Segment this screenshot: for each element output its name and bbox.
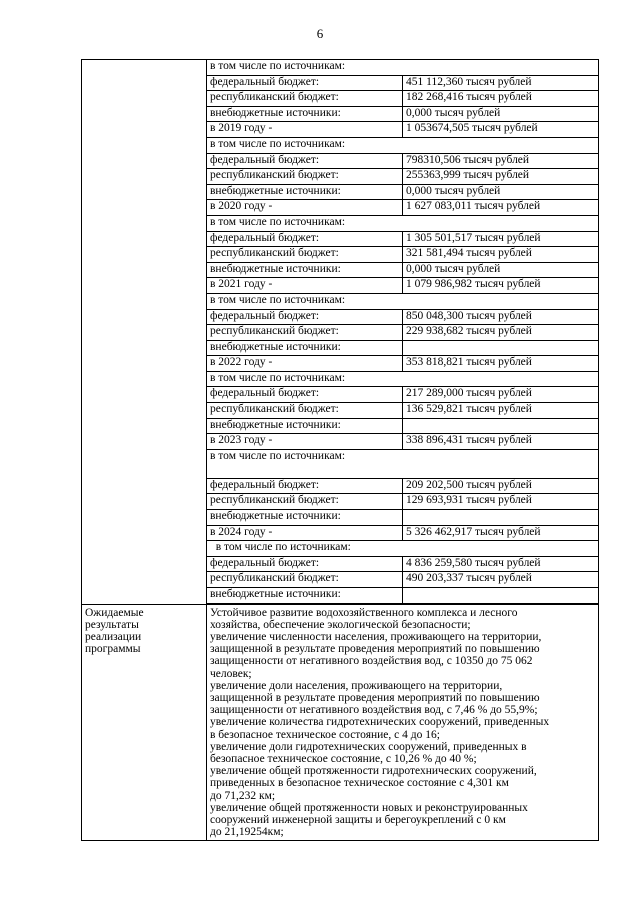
funding-source-label: республиканский бюджет: [207, 247, 403, 263]
funding-amount: 1 053674,505 тысяч рублей [403, 122, 599, 138]
results-text-line: приведенных в безопасное техническое состояние с 4,301 км [210, 777, 509, 790]
sources-subheader: в том числе по источникам: [207, 371, 598, 387]
sources-subheader: в том числе по источникам: [207, 137, 598, 153]
funding-amount [403, 340, 599, 356]
funding-amount: 338 896,431 тысяч рублей [403, 434, 599, 450]
results-label-cell [82, 604, 207, 841]
funding-source-label: внебюджетные источники: [207, 588, 403, 604]
program-passport-table [81, 59, 599, 841]
funding-source-label: республиканский бюджет: [207, 91, 403, 107]
funding-table-row [207, 478, 598, 494]
sources-subheader: в том числе по источникам: [207, 60, 598, 75]
results-label-line: результаты [85, 618, 139, 631]
funding-amount: 1 627 083,011 тысяч рублей [403, 200, 599, 216]
funding-table-row [207, 122, 598, 138]
results-text-line: увеличение численности населения, проживающего на территории, [210, 631, 542, 643]
funding-amount: 490 203,337 тысяч рублей [403, 572, 599, 588]
funding-amount: 798310,506 тысяч рублей [403, 153, 599, 169]
results-text-line: увеличение доли гидротехнических сооружений, приведенных в [210, 740, 527, 753]
funding-table-row [207, 588, 598, 604]
funding-source-label: в 2023 году - [207, 434, 403, 450]
funding-amount: 451 112,360 тысяч рублей [403, 75, 599, 91]
funding-amount: 353 818,821 тысяч рублей [403, 356, 599, 372]
funding-source-label: федеральный бюджет: [207, 231, 403, 247]
results-text-line: увеличение количества гидротехнических сооружений, приведенных [210, 716, 550, 729]
results-text-line: защищенной в результате проведения мероприятий по повышению [210, 643, 540, 656]
results-text-line: до 71,232 км; [210, 789, 276, 802]
funding-amount: 255363,999 тысяч рублей [403, 169, 599, 185]
funding-amount: 5 326 462,917 тысяч рублей [403, 525, 599, 541]
funding-table-row [207, 169, 598, 185]
sources-subheader: в том числе по источникам: [207, 215, 598, 231]
results-text-line: человек; [210, 667, 252, 680]
funding-source-label: федеральный бюджет: [207, 153, 403, 169]
page-number: 6 [316, 26, 324, 41]
funding-amount: 209 202,500 тысяч рублей [403, 478, 599, 494]
results-text-line: хозяйства, обеспечение экологической безопасности; [210, 618, 471, 631]
funding-table-row [207, 387, 598, 403]
funding-source-label: в 2019 году - [207, 122, 403, 138]
funding-source-label: федеральный бюджет: [207, 75, 403, 91]
funding-table-row [207, 184, 598, 200]
funding-amount: 4 836 259,580 тысяч рублей [403, 556, 599, 572]
funding-source-label: республиканский бюджет: [207, 325, 403, 341]
funding-label-cell [82, 60, 207, 605]
funding-source-label: республиканский бюджет: [207, 572, 403, 588]
results-text-line: Устойчивое развитие водохозяйственного комплекса и лесного [210, 606, 518, 619]
funding-amount: 129 693,931 тысяч рублей [403, 494, 599, 510]
funding-amount: 136 529,821 тысяч рублей [403, 403, 599, 419]
results-text-line: безопасное техническое состояние, с 10,26 % до 40 %; [210, 753, 477, 766]
funding-amount: 229 938,682 тысяч рублей [403, 325, 599, 341]
funding-source-label: внебюджетные источники: [207, 262, 403, 278]
funding-source-label: федеральный бюджет: [207, 387, 403, 403]
results-text-line: до 21,19254км; [210, 826, 284, 839]
funding-source-label: внебюджетные источники: [207, 340, 403, 356]
funding-source-label: в 2021 году - [207, 278, 403, 294]
results-text-line: сооружений инженерной защиты и берегоукреплений с 0 км [210, 814, 506, 827]
funding-table-row [207, 356, 598, 372]
funding-amount: 0,000 тысяч рублей [403, 106, 599, 122]
results-label-line: Ожидаемые [85, 606, 144, 619]
funding-amount: 0,000 тысяч рублей [403, 262, 599, 278]
funding-cell [207, 60, 599, 605]
funding-source-label: внебюджетные источники: [207, 184, 403, 200]
results-text-line: защищенности от негативного воздействия вод, с 7,46 % до 55,9%; [210, 704, 538, 717]
funding-table-row [207, 371, 598, 387]
funding-amount: 850 048,300 тысяч рублей [403, 309, 599, 325]
funding-source-label: в 2022 году - [207, 356, 403, 372]
funding-source-label: федеральный бюджет: [207, 556, 403, 572]
funding-table-row [207, 106, 598, 122]
funding-table-row [207, 262, 598, 278]
funding-source-label: внебюджетные источники: [207, 418, 403, 434]
funding-table-row [207, 309, 598, 325]
funding-amount: 217 289,000 тысяч рублей [403, 387, 599, 403]
results-text-line: увеличение общей протяженности гидротехнических сооружений, [210, 765, 537, 778]
results-row [82, 604, 599, 841]
funding-amount: 182 268,416 тысяч рублей [403, 91, 599, 107]
funding-table [207, 60, 598, 604]
funding-amount [403, 588, 599, 604]
funding-table-row [207, 200, 598, 216]
funding-row [82, 60, 599, 605]
results-cell [207, 604, 599, 841]
funding-source-label: федеральный бюджет: [207, 309, 403, 325]
results-label-line: реализации [85, 630, 142, 643]
funding-amount [403, 418, 599, 434]
funding-source-label: в 2020 году - [207, 200, 403, 216]
results-text-line: защищенной в результате проведения мероприятий по повышению [210, 692, 540, 705]
sources-subheader: в том числе по источникам: [207, 449, 598, 478]
funding-table-row [207, 434, 598, 450]
funding-table-row [207, 75, 598, 91]
results-text-line: в безопасное техническое состояние, с 4 до 16; [210, 728, 440, 741]
funding-amount: 1 079 986,982 тысяч рублей [403, 278, 599, 294]
funding-table-row [207, 556, 598, 572]
funding-amount: 0,000 тысяч рублей [403, 184, 599, 200]
funding-amount: 1 305 501,517 тысяч рублей [403, 231, 599, 247]
funding-table-row [207, 340, 598, 356]
results-text-line: защищенности от негативного воздействия вод, с 10350 до 75 062 [210, 655, 533, 668]
funding-table-row [207, 231, 598, 247]
funding-table-row [207, 278, 598, 294]
funding-source-label: федеральный бюджет: [207, 478, 403, 494]
funding-table-row [207, 418, 598, 434]
funding-table-row [207, 153, 598, 169]
funding-amount [403, 510, 599, 526]
funding-source-label: внебюджетные источники: [207, 510, 403, 526]
funding-source-label: республиканский бюджет: [207, 403, 403, 419]
sources-subheader: в том числе по источникам: [207, 541, 598, 557]
funding-table-row [207, 525, 598, 541]
funding-source-label: в 2024 году - [207, 525, 403, 541]
results-label-line: программы [85, 642, 141, 655]
funding-table-row [207, 449, 598, 478]
funding-table-row [207, 247, 598, 263]
funding-table-row [207, 60, 598, 75]
funding-table-row [207, 572, 598, 588]
funding-table-row [207, 494, 598, 510]
sources-subheader: в том числе по источникам: [207, 293, 598, 309]
funding-source-label: республиканский бюджет: [207, 169, 403, 185]
results-text-line: увеличение общей протяженности новых и реконструированных [210, 801, 528, 814]
funding-table-row [207, 325, 598, 341]
funding-source-label: внебюджетные источники: [207, 106, 403, 122]
funding-table-row [207, 510, 598, 526]
funding-table-row [207, 215, 598, 231]
funding-source-label: республиканский бюджет: [207, 494, 403, 510]
results-text-line: увеличение доли населения, проживающего на территории, [210, 679, 503, 692]
funding-table-row [207, 293, 598, 309]
funding-table-row [207, 91, 598, 107]
funding-table-row [207, 403, 598, 419]
funding-table-row [207, 541, 598, 557]
funding-table-row [207, 137, 598, 153]
funding-amount: 321 581,494 тысяч рублей [403, 247, 599, 263]
